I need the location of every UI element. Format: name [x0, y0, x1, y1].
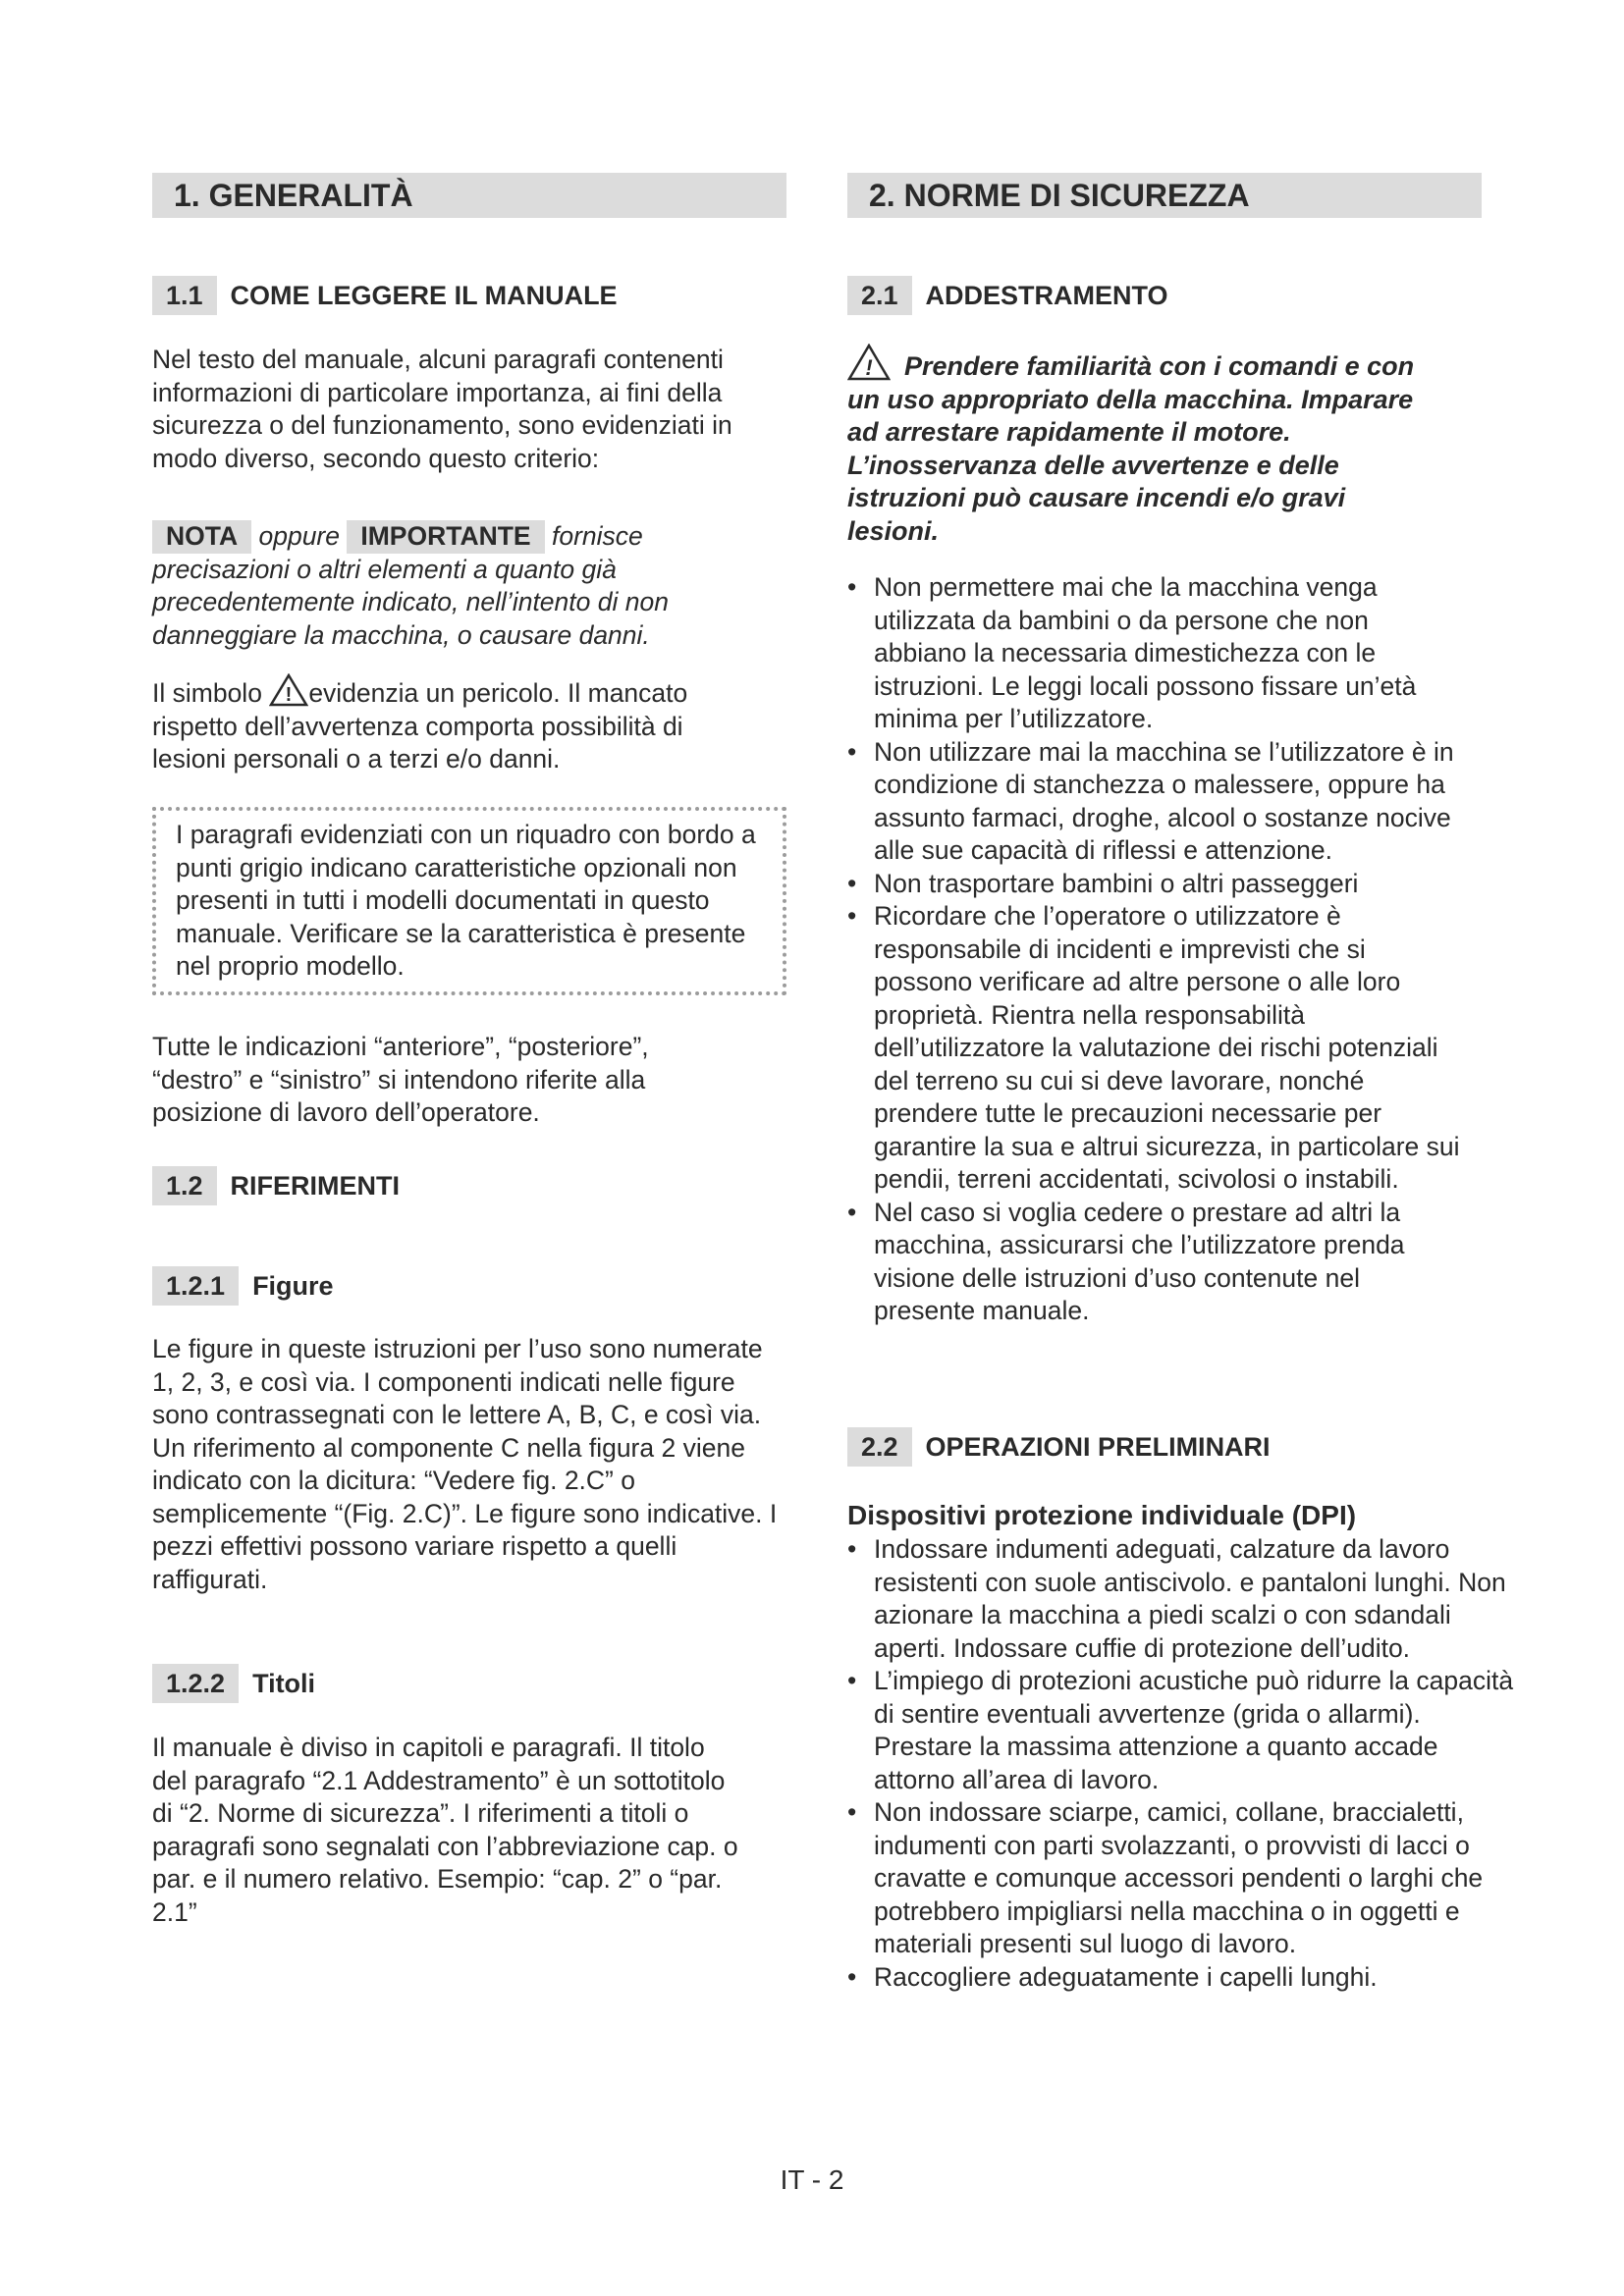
subsection-number: 1.2.2 [152, 1664, 239, 1703]
list-item: • Non utilizzare mai la macchina se l’utilizzatore è in condizione di stanchezza o malessere, oppure ha assunto farmaci, droghe, alcool o sostanze nocive alle sue capacità di riflessi e attenzione. [847, 736, 1466, 868]
training-warning [847, 344, 1436, 548]
subsection-heading-2-2 [847, 1427, 1271, 1467]
subsection-heading-1-2-2 [152, 1664, 315, 1703]
subsection-number: 1.1 [152, 276, 217, 315]
list-item: • Indossare indumenti adeguati, calzature da lavoro resistenti con suole antiscivolo. e pantaloni lunghi. Non azionare la macchina a piedi scalzi o con sdandali aperti. Indossare cuffie di protezione dell’udito. [847, 1533, 1515, 1665]
subsection-number: 2.1 [847, 276, 912, 315]
svg-text:!: ! [285, 684, 293, 706]
warning-triangle-icon [269, 673, 308, 707]
page-number: IT - 2 [780, 2164, 844, 2195]
symbol-paragraph [152, 673, 741, 776]
note-text: fornisce precisazioni o altri elementi a quanto già precedentemente indicato, nell’intento di non danneggiare la macchina, o causare danni. [152, 521, 669, 650]
warning-text: Prendere familiarità con i comandi e con un uso appropriato della macchina. Imparare ad arrestare rapidamente il motore. L’inosservanza delle avvertenze e delle istruzioni può causare incendi e/o gravi lesioni. [847, 351, 1415, 546]
importante-label: IMPORTANTE [347, 520, 544, 554]
note-paragraph [152, 520, 741, 652]
nota-label: NOTA [152, 520, 251, 554]
list-item: • Raccogliere adeguatamente i capelli lunghi. [847, 1961, 1515, 1995]
list-item: • Non permettere mai che la macchina venga utilizzata da bambini o da persone che non abbiano la necessaria dimestichezza con le istruzioni. Le leggi locali possono fissare un’età minima per l’utilizzatore. [847, 571, 1466, 736]
dpi-title: Dispositivi protezione individuale (DPI) [847, 1500, 1357, 1530]
dpi-bullet-list [847, 1533, 1515, 1994]
svg-text:!: ! [865, 355, 873, 380]
list-item: • Nel caso si voglia cedere o prestare ad altri la macchina, assicurarsi che l’utilizzatore prenda visione delle istruzioni d’uso contenute nel presente manuale. [847, 1197, 1466, 1328]
subsection-title: ADDESTRAMENTO [925, 280, 1168, 310]
list-item: • Non indossare sciarpe, camici, collane, braccialetti, indumenti con parti svolazzanti, o provvisti di lacci o cravatte e comunque accessori pendenti o larghi che potrebbero impigliarsi nella macchina o in oggetti e materiali presenti sul luogo di lavoro. [847, 1796, 1515, 1961]
subsection-heading-1-2 [152, 1166, 400, 1205]
subsection-number: 1.2 [152, 1166, 217, 1205]
training-bullet-list [847, 571, 1466, 1328]
warning-triangle-icon [847, 344, 891, 381]
subsection-number: 2.2 [847, 1427, 912, 1467]
oppure-text: oppure [258, 521, 340, 551]
subsection-title: OPERAZIONI PRELIMINARI [925, 1431, 1271, 1462]
list-item: • Non trasportare bambini o altri passeggeri [847, 868, 1466, 901]
section-heading-norme-sicurezza: 2. NORME DI SICUREZZA [847, 173, 1482, 218]
subsection-heading-2-1 [847, 276, 1168, 315]
symbol-text-before: Il simbolo [152, 678, 262, 708]
list-item: • L’impiego di protezioni acustiche può ridurre la capacità di sentire eventuali avvertenze (grida o allarmi). Prestare la massima attenzione a quanto accade attorno all’area di lavoro. [847, 1665, 1515, 1796]
subsection-title: Titoli [252, 1668, 316, 1698]
subsection-title: COME LEGGERE IL MANUALE [230, 280, 618, 310]
section-heading-generalita: 1. GENERALITÀ [152, 173, 786, 218]
subsection-title: Figure [252, 1270, 334, 1301]
symbol-text-after: evidenzia un pericolo. Il mancato rispetto dell’avvertenza comporta possibilità di lesioni personali o a terzi e/o danni. [152, 678, 688, 774]
figure-paragraph: Le figure in queste istruzioni per l’uso sono numerate 1, 2, 3, e così via. I componenti indicati nelle figure sono contrassegnati con le lettere A, B, C, e così via. Un riferimento al componente C nella figura 2 viene indicato con la dicitura: “Vedere fig. 2.C” o semplicemente “(Fig. 2.C)”. Le figure sono indicative. I pezzi effettivi possono variare rispetto a quelli raffigurati. [152, 1334, 778, 1594]
titoli-paragraph: Il manuale è diviso in capitoli e paragrafi. Il titolo del paragrafo “2.1 Addestramento” è un sottotitolo di “2. Norme di sicurezza”. I riferimenti a titoli o paragrafi sono segnalati con l’abbreviazione cap. o par. e il numero relativo. Esempio: “cap. 2” o “par. 2.1” [152, 1733, 738, 1927]
direction-paragraph: Tutte le indicazioni “anteriore”, “posteriore”, “destro” e “sinistro” si intendono riferite alla posizione di lavoro dell’operatore. [152, 1032, 649, 1127]
subsection-number: 1.2.1 [152, 1266, 239, 1306]
subsection-heading-1-2-1 [152, 1266, 334, 1306]
intro-paragraph: Nel testo del manuale, alcuni paragrafi contenenti informazioni di particolare importanza, ai fini della sicurezza o del funzionamento, sono evidenziati in modo diverso, secondo questo criterio: [152, 345, 732, 473]
subsection-title: RIFERIMENTI [230, 1170, 401, 1201]
list-item: • Ricordare che l’operatore o utilizzatore è responsabile di incidenti e imprevisti che si possono verificare ad altre persone o alle loro proprietà. Rientra nella responsabilità dell’utilizzatore la valutazione dei rischi potenziali del terreno su cui si deve lavorare, nonché prendere tutte le precauzioni necessarie per garantire la sua e altrui sicurezza, in particolare sui pendii, terreni accidentati, scivolosi o instabili. [847, 900, 1466, 1197]
optional-features-box: I paragrafi evidenziati con un riquadro con bordo a punti grigio indicano caratteristiche opzionali non presenti in tutti i modelli documentati in questo manuale. Verificare se la caratteristica è presente nel proprio modello. [152, 807, 786, 995]
subsection-heading-1-1 [152, 276, 618, 315]
